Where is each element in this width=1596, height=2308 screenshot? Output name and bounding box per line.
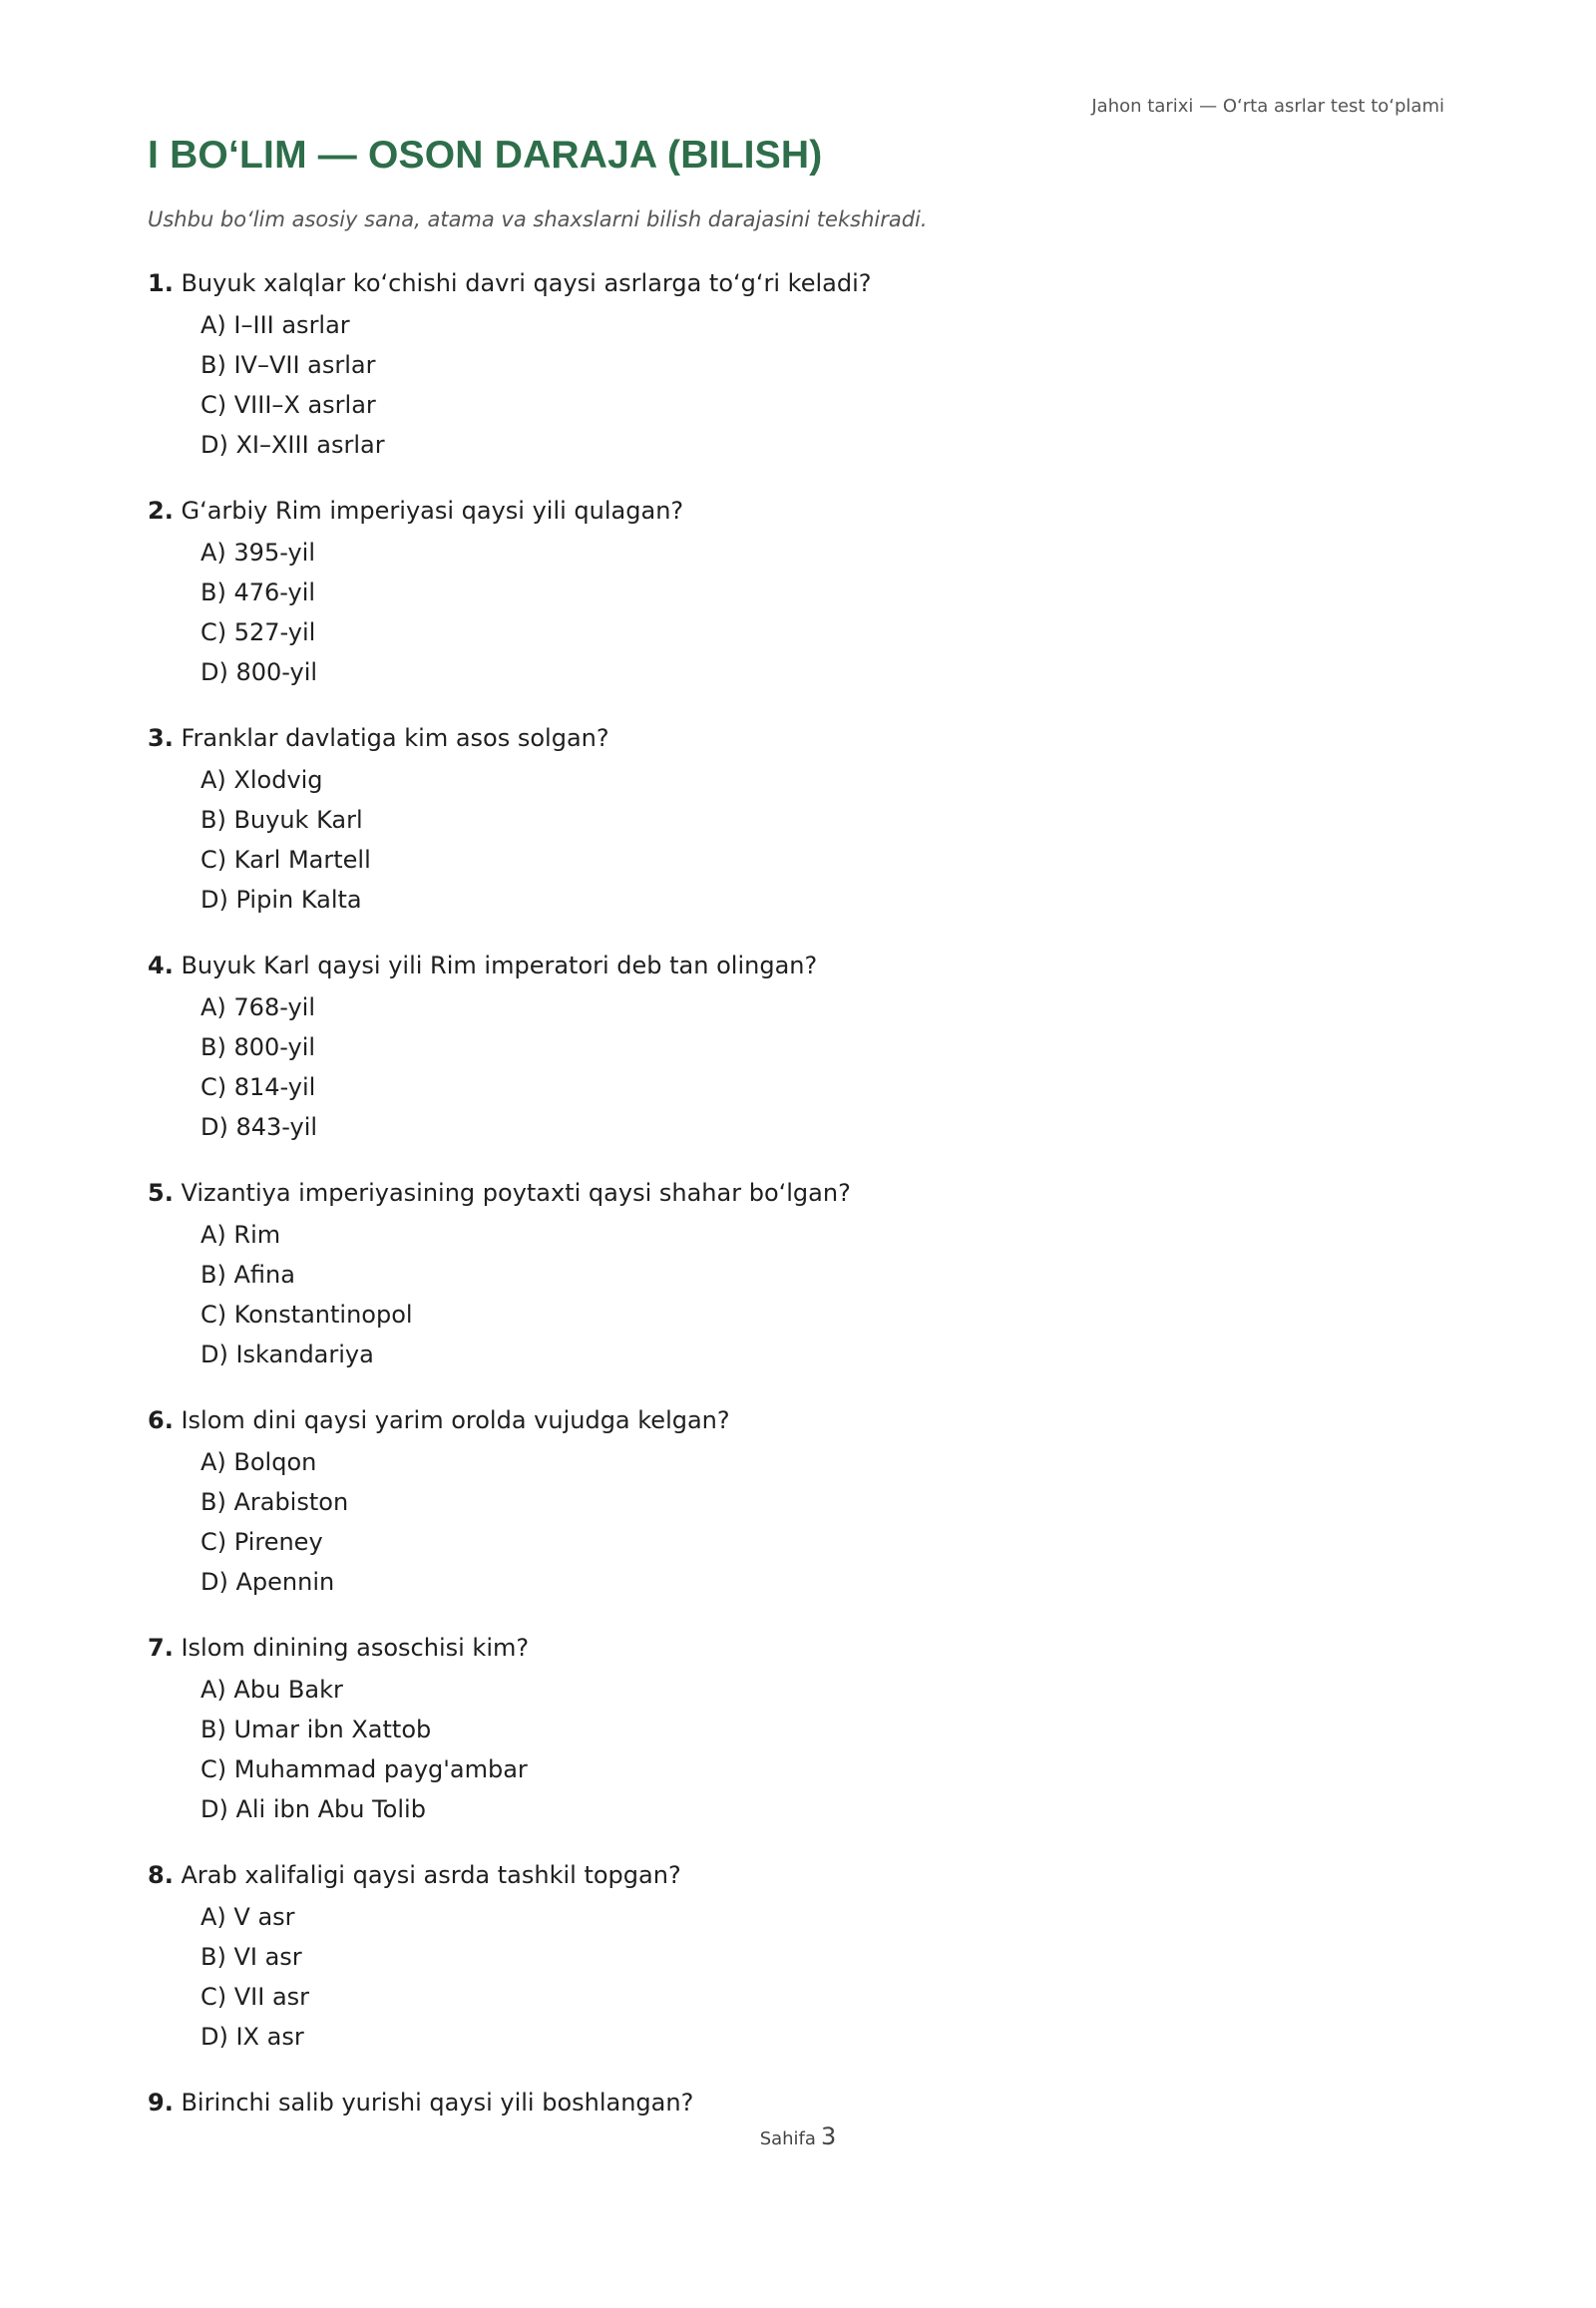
option-a: A) Abu Bakr [200, 1676, 343, 1704]
question-text [148, 2081, 1444, 2124]
question-3 [148, 716, 1444, 944]
question-number: 4. [148, 952, 174, 979]
question-number: 5. [148, 1179, 174, 1207]
option-c: C) Konstantinopol [200, 1301, 413, 1329]
question-prompt: Franklar davlatiga kim asos solgan? [181, 724, 609, 752]
question-text [148, 1626, 1444, 1670]
option-a: A) V asr [200, 1903, 295, 1931]
question-list [148, 261, 1444, 2308]
question-5 [148, 1171, 1444, 1398]
option-a: A) Rim [200, 1221, 281, 1249]
question-text [148, 489, 1444, 533]
question-number: 1. [148, 269, 174, 297]
option-list [148, 1897, 1444, 2057]
question-4 [148, 944, 1444, 1171]
question-number: 9. [148, 2089, 174, 2116]
option-a: A) Bolqon [200, 1448, 317, 1476]
option-list [148, 760, 1444, 920]
option-b: B) Arabiston [200, 1488, 349, 1516]
question-prompt: Buyuk xalqlar ko‘chishi davri qaysi asrlarga to‘g‘ri keladi? [181, 269, 872, 297]
question-number: 8. [148, 1861, 174, 1889]
option-a: A) 768-yil [200, 993, 315, 1021]
running-header: Jahon tarixi — O‘rta asrlar test to‘plami [1091, 96, 1444, 117]
question-8 [148, 1853, 1444, 2081]
option-d: D) IX asr [200, 2023, 304, 2051]
option-b: B) 476-yil [200, 578, 316, 606]
option-list [148, 1670, 1444, 1829]
question-text [148, 944, 1444, 987]
section-intro: Ushbu bo‘lim asosiy sana, atama va shaxslarni bilish darajasini tekshiradi. [148, 207, 928, 231]
option-a: A) 395-yil [200, 539, 315, 567]
option-b: B) Buyuk Karl [200, 806, 363, 834]
option-b: B) Afina [200, 1261, 295, 1289]
question-prompt: Birinchi salib yurishi qaysi yili boshlangan? [181, 2089, 694, 2116]
option-a: A) Xlodvig [200, 766, 323, 794]
option-a: A) I–III asrlar [200, 311, 350, 339]
option-c: C) Pireney [200, 1528, 323, 1556]
option-list [148, 1442, 1444, 1602]
question-prompt: Islom dini qaysi yarim orolda vujudga kelgan? [181, 1406, 730, 1434]
option-b: B) VI asr [200, 1943, 302, 1971]
option-b: B) Umar ibn Xattob [200, 1716, 432, 1743]
option-d: D) Ali ibn Abu Tolib [200, 1795, 426, 1823]
option-c: C) VIII–X asrlar [200, 391, 376, 419]
question-text [148, 1398, 1444, 1442]
option-d: D) XI–XIII asrlar [200, 431, 385, 459]
page-footer [0, 2122, 1596, 2150]
question-number: 2. [148, 497, 174, 525]
question-text [148, 261, 1444, 305]
option-d: D) Iskandariya [200, 1341, 374, 1368]
question-2 [148, 489, 1444, 716]
question-text [148, 1853, 1444, 1897]
option-list [148, 305, 1444, 465]
option-c: C) Muhammad payg'ambar [200, 1755, 528, 1783]
question-number: 6. [148, 1406, 174, 1434]
option-c: C) 814-yil [200, 1073, 316, 1101]
option-list [148, 533, 1444, 692]
option-c: C) Karl Martell [200, 846, 371, 874]
option-c: C) 527-yil [200, 618, 316, 646]
option-b: B) 800-yil [200, 1033, 316, 1061]
question-text [148, 716, 1444, 760]
option-d: D) Pipin Kalta [200, 886, 362, 914]
question-number: 3. [148, 724, 174, 752]
question-1 [148, 261, 1444, 489]
option-d: D) 800-yil [200, 658, 318, 686]
question-9 [148, 2081, 1444, 2308]
question-number: 7. [148, 1634, 174, 1662]
question-prompt: Vizantiya imperiyasining poytaxti qaysi shahar bo‘lgan? [181, 1179, 851, 1207]
option-list [148, 987, 1444, 1147]
question-prompt: Buyuk Karl qaysi yili Rim imperatori deb tan olingan? [181, 952, 818, 979]
question-6 [148, 1398, 1444, 1626]
option-d: D) Apennin [200, 1568, 335, 1596]
question-prompt: Arab xalifaligi qaysi asrda tashkil topgan? [181, 1861, 681, 1889]
question-7 [148, 1626, 1444, 1853]
section-title: I BO‘LIM — OSON DARAJA (BILISH) [148, 134, 823, 177]
question-prompt: Islom dinining asoschisi kim? [181, 1634, 530, 1662]
question-text [148, 1171, 1444, 1215]
page-label: Sahifa [759, 2128, 816, 2149]
option-c: C) VII asr [200, 1983, 310, 2011]
option-d: D) 843-yil [200, 1113, 318, 1141]
question-prompt: G‘arbiy Rim imperiyasi qaysi yili qulagan? [181, 497, 684, 525]
page-number: 3 [821, 2122, 837, 2150]
option-b: B) IV–VII asrlar [200, 351, 376, 379]
option-list [148, 1215, 1444, 1374]
